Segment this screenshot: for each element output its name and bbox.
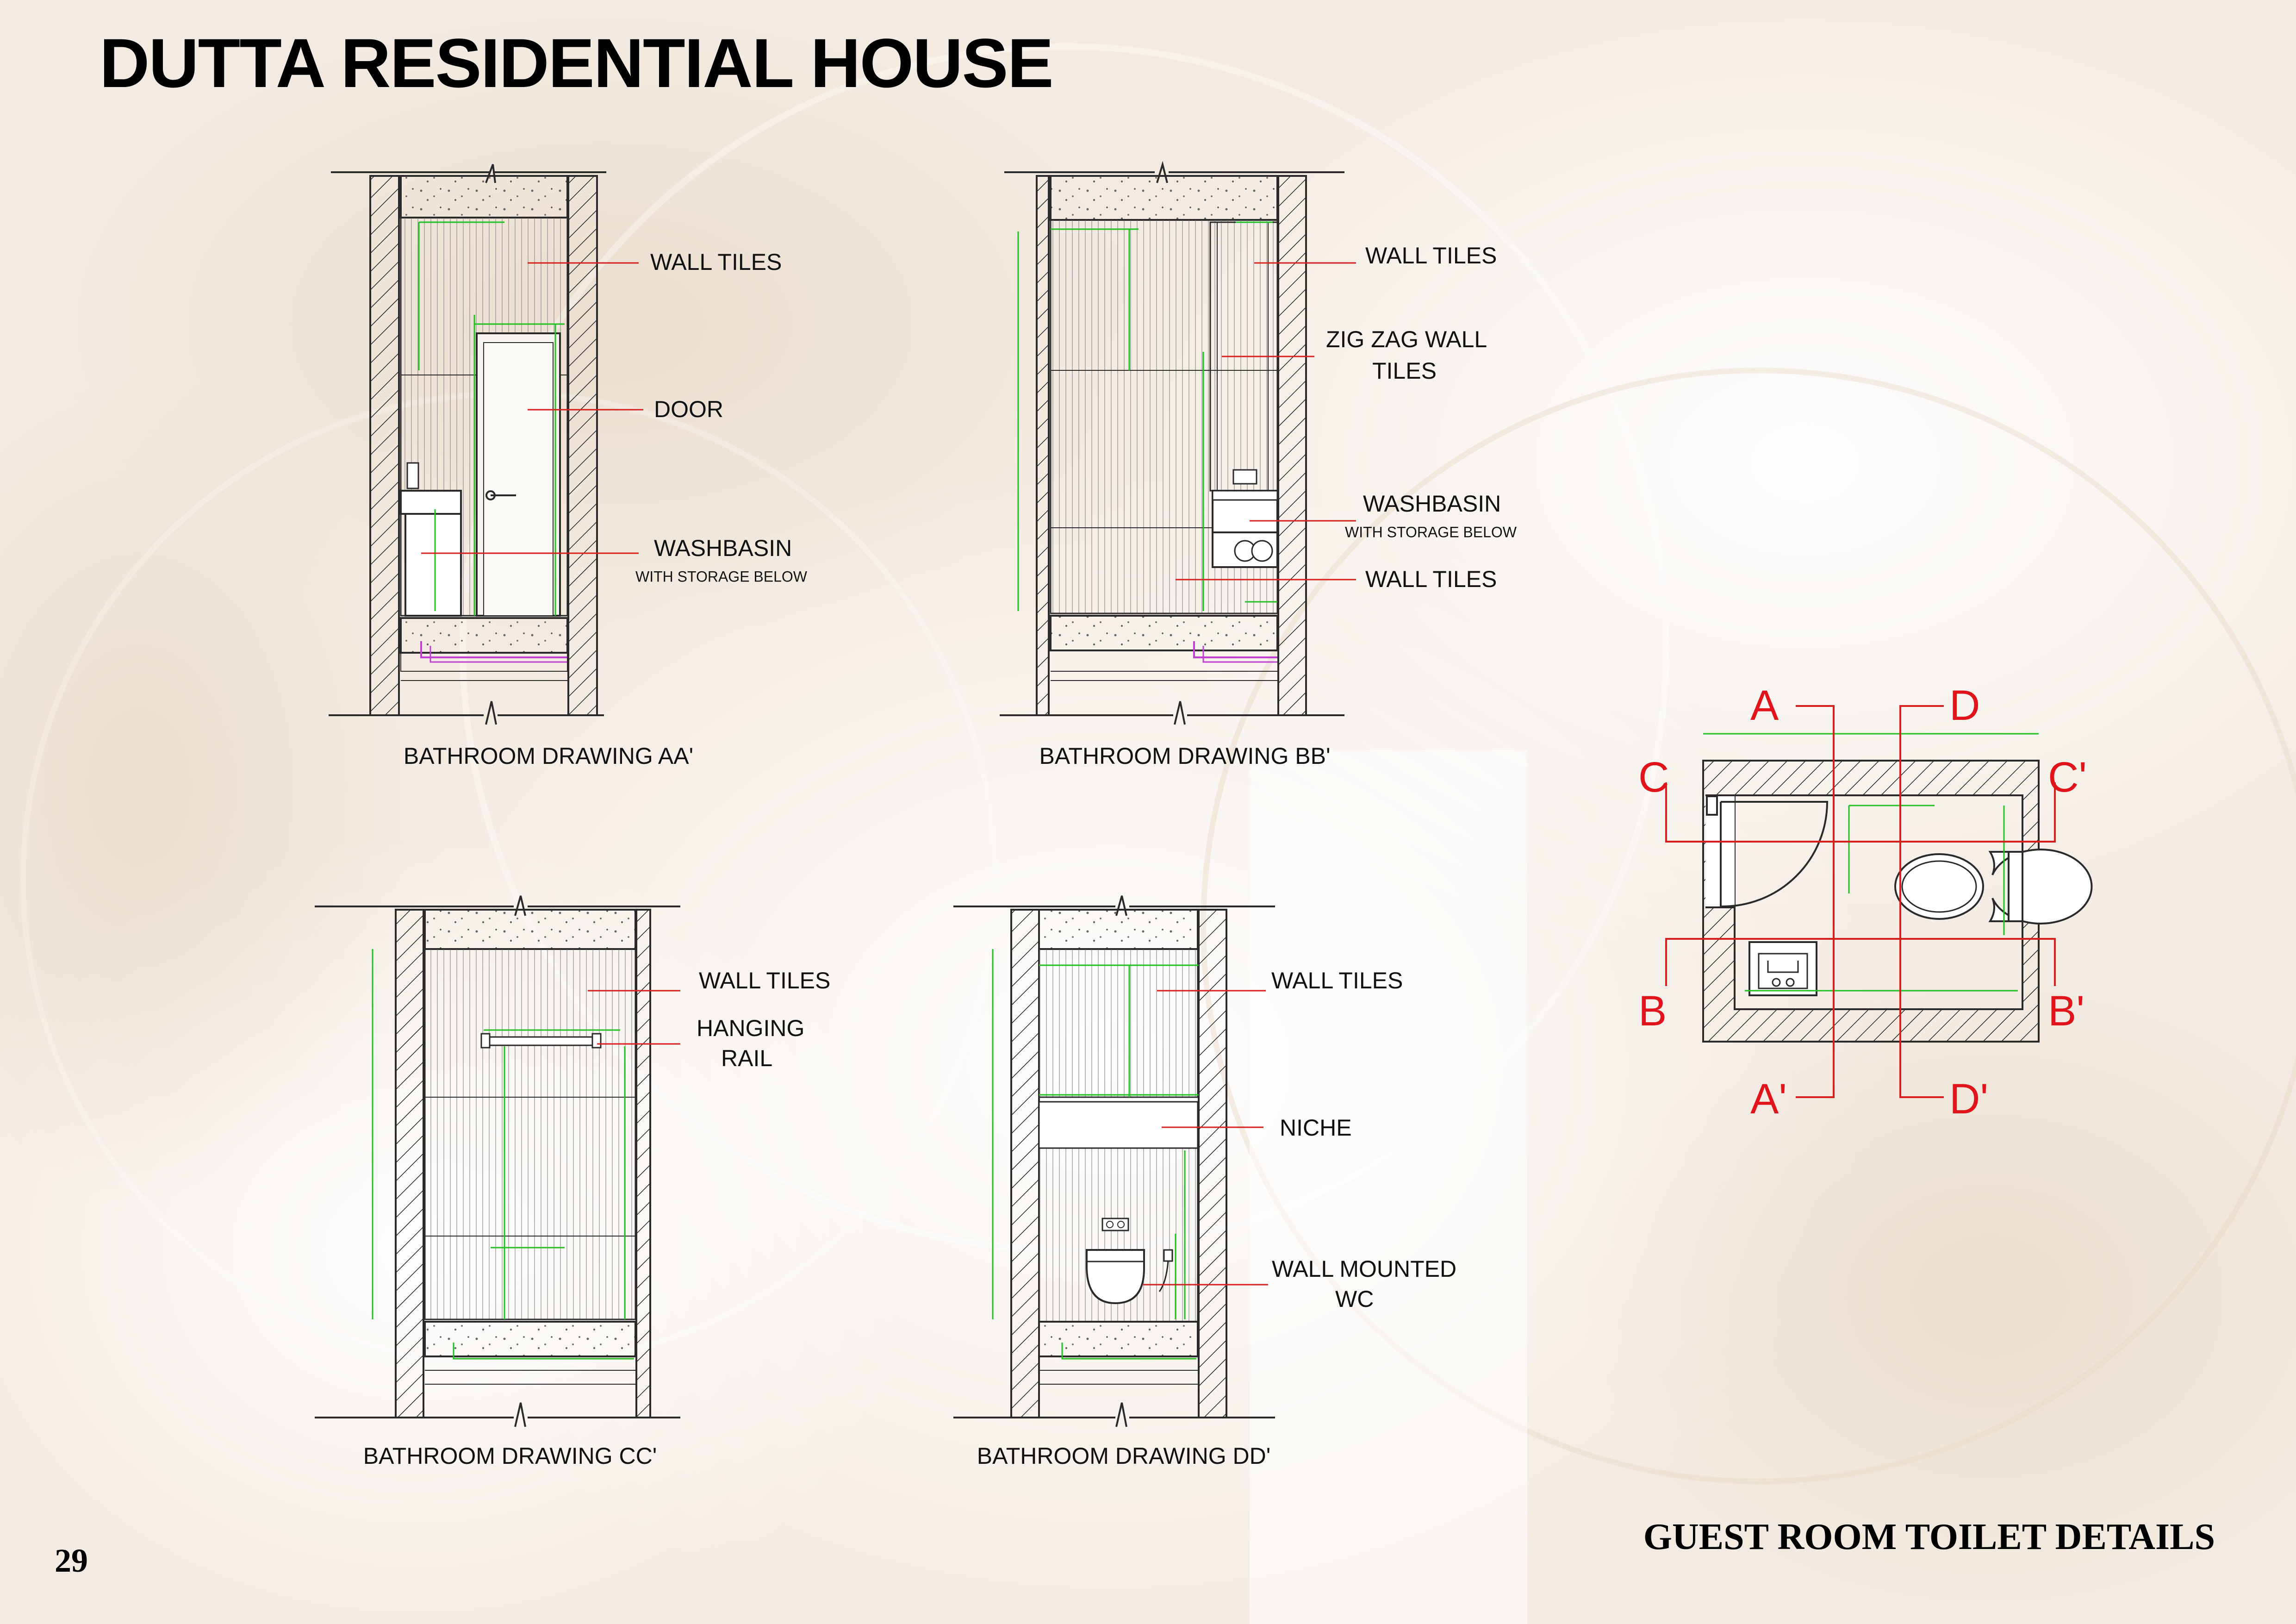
section-mark-a-prime: A'	[1750, 1075, 1787, 1123]
section-mark-d: D	[1949, 682, 1980, 729]
section-mark-d-prime: D'	[1949, 1075, 1989, 1123]
sublabel-storage-aa: WITH STORAGE BELOW	[635, 568, 807, 585]
bathroom-drawing-aa	[329, 164, 606, 725]
label-wall-tiles-aa: WALL TILES	[650, 249, 782, 275]
section-mark-b: B	[1638, 987, 1667, 1035]
label-hanging-cc: HANGING	[697, 1015, 805, 1042]
label-washbasin-aa: WASHBASIN	[654, 535, 792, 562]
label-wall-tiles-bb-bottom: WALL TILES	[1365, 566, 1497, 593]
bathroom-drawing-bb	[1000, 164, 1344, 725]
section-mark-c: C	[1638, 754, 1669, 801]
label-zigzag-tiles-bb: TILES	[1372, 358, 1437, 384]
caption-cc: BATHROOM DRAWING CC'	[363, 1443, 657, 1469]
label-washbasin-bb: WASHBASIN	[1363, 491, 1501, 517]
label-wall-tiles-cc: WALL TILES	[699, 968, 831, 994]
toilet-key-plan	[1703, 734, 2091, 1042]
caption-aa: BATHROOM DRAWING AA'	[403, 743, 694, 769]
section-mark-a: A	[1750, 682, 1779, 729]
label-niche-dd: NICHE	[1280, 1115, 1352, 1141]
label-wall-tiles-bb-top: WALL TILES	[1365, 243, 1497, 269]
caption-bb: BATHROOM DRAWING BB'	[1039, 743, 1331, 769]
label-rail-cc: RAIL	[721, 1045, 773, 1072]
label-wall-mounted-dd: WALL MOUNTED	[1272, 1256, 1457, 1282]
section-mark-c-prime: C'	[2048, 754, 2087, 801]
caption-dd: BATHROOM DRAWING DD'	[977, 1443, 1271, 1469]
label-door-aa: DOOR	[654, 396, 723, 423]
section-mark-b-prime: B'	[2048, 987, 2084, 1035]
page-number: 29	[55, 1542, 88, 1579]
label-zigzag-bb: ZIG ZAG WALL	[1326, 326, 1487, 353]
bathroom-drawing-cc	[315, 896, 680, 1427]
label-wall-tiles-dd: WALL TILES	[1271, 968, 1403, 994]
sublabel-storage-bb: WITH STORAGE BELOW	[1345, 524, 1517, 541]
page-title: DUTTA RESIDENTIAL HOUSE	[100, 24, 1053, 102]
bathroom-drawing-dd	[953, 896, 1275, 1427]
sheet-title: GUEST ROOM TOILET DETAILS	[1643, 1517, 2215, 1557]
label-wc-dd: WC	[1335, 1286, 1374, 1312]
